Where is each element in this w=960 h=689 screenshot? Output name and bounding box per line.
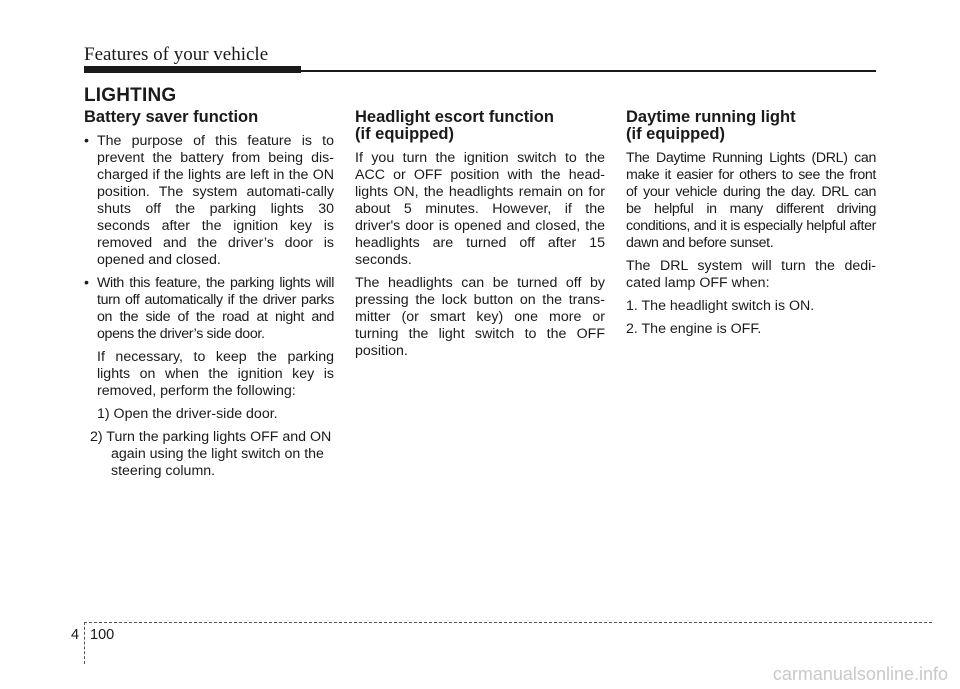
drl-paragraph-2: The DRL system will turn the dedi-cated lamp OFF when: xyxy=(626,258,876,291)
header-title: Features of your vehicle xyxy=(84,44,269,65)
header-rule-thick xyxy=(84,66,301,73)
drl-item-2: 2. The engine is OFF. xyxy=(626,321,762,337)
battery-step-1: 1) Open the driver-side door. xyxy=(97,406,278,422)
header-rule-thin xyxy=(301,70,876,72)
drl-item-1: 1. The headlight switch is ON. xyxy=(626,298,815,314)
section-title: LIGHTING xyxy=(84,85,177,106)
column-daytime-running-light xyxy=(626,109,876,344)
battery-paragraph: If necessary, to keep the parking lights on when the ignition key is removed, perform the following: xyxy=(97,349,334,399)
drl-heading-line1: Daytime running light xyxy=(626,108,796,126)
footer-dashed-rule xyxy=(84,622,932,623)
battery-bullet-2 xyxy=(84,275,334,343)
column-headlight-escort xyxy=(355,109,605,366)
footer-dashed-divider xyxy=(84,622,85,664)
battery-step-2: 2) Turn the parking lights OFF and ON again using the light switch on the steering column. xyxy=(90,429,332,479)
headlight-escort-heading-line2: (if equipped) xyxy=(355,125,454,143)
chapter-number: 4 xyxy=(71,627,80,643)
watermark: carmanualsonline.info xyxy=(772,664,948,684)
drl-heading-line2: (if equipped) xyxy=(626,125,725,143)
escort-paragraph-2: The headlights can be turned off by pressing the lock button on the trans-mitter (or smart key) one more or turning the light switch to the OFF position. xyxy=(355,275,605,359)
battery-bullet-1 xyxy=(84,133,334,269)
escort-paragraph-1: If you turn the ignition switch to the ACC or OFF position with the head-lights ON, the headlights remain on for about 5 minutes. However, if the driver's door is opened and closed, the headlights are turned off after 15 seconds. xyxy=(355,150,605,268)
column-battery-saver xyxy=(84,109,334,486)
headlight-escort-heading xyxy=(355,109,605,143)
page-number: 100 xyxy=(90,627,115,643)
headlight-escort-heading-line1: Headlight escort function xyxy=(355,108,554,126)
battery-bullet-1-text: The purpose of this feature is to prevent the battery from being dis-charged if the lights are left in the ON position. The system automati-cally shuts off the parking lights 30 seconds after the ignition key is removed and the driver’s door is opened and closed. xyxy=(97,133,334,268)
drl-heading xyxy=(626,109,876,143)
battery-saver-heading: Battery saver function xyxy=(84,108,259,126)
bullet-dot-icon: • xyxy=(84,275,89,291)
drl-paragraph-1: The Daytime Running Lights (DRL) can make it easier for others to see the front of your vehicle during the day. DRL can be helpful in many different driving conditions, and it is especially helpful after dawn and before sunset. xyxy=(626,150,876,251)
battery-bullet-2-text: With this feature, the parking lights will turn off automatically if the driver parks on the side of the road at night and opens the driver’s side door. xyxy=(97,275,334,342)
bullet-dot-icon: • xyxy=(84,133,89,149)
